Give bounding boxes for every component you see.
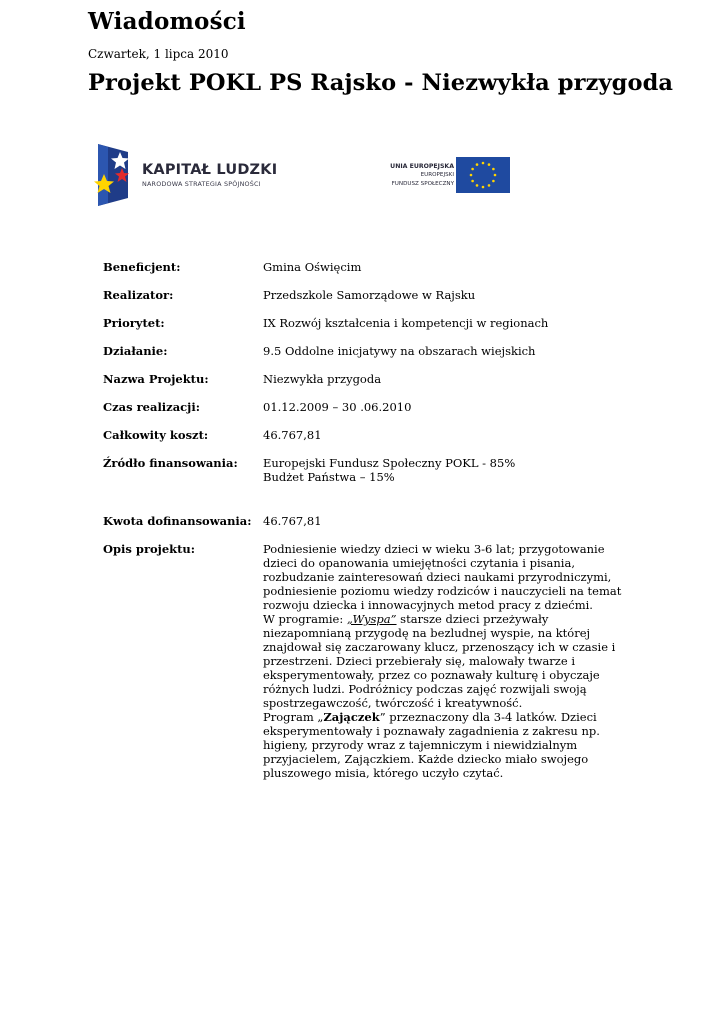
detail-label: Działanie: bbox=[103, 344, 168, 358]
detail-label: Czas realizacji: bbox=[103, 400, 200, 414]
detail-value: Gmina Oświęcim bbox=[263, 260, 362, 274]
detail-value: Przedszkole Samorządowe w Rajsku bbox=[263, 288, 476, 302]
detail-value: 46.767,81 bbox=[263, 428, 322, 442]
detail-row-kwota-dofinansowania bbox=[103, 514, 633, 528]
detail-value: 01.12.2009 – 30 .06.2010 bbox=[263, 400, 412, 414]
zajaczek-program-name: Zajączek bbox=[323, 710, 380, 724]
section-title: Wiadomości bbox=[88, 8, 246, 35]
detail-value: IX Rozwój kształcenia i kompetencji w regionach bbox=[263, 316, 549, 330]
detail-value: 9.5 Oddolne inicjatywy na obszarach wiejskich bbox=[263, 344, 536, 358]
eu-logo-line2: EUROPEJSKI bbox=[420, 172, 454, 178]
detail-row-priorytet bbox=[103, 316, 633, 330]
eu-flag-icon bbox=[456, 157, 510, 193]
detail-row-realizator bbox=[103, 288, 633, 302]
detail-row-dzialanie bbox=[103, 344, 633, 358]
funding-line-efs: Europejski Fundusz Społeczny POKL - 85% bbox=[263, 456, 516, 470]
detail-row-nazwa-projektu bbox=[103, 372, 633, 386]
description-paragraph-wyspa bbox=[263, 612, 625, 710]
description-text: W programie: bbox=[263, 612, 347, 626]
project-details bbox=[103, 260, 633, 794]
kapital-ludzki-subtitle: NARODOWA STRATEGIA SPÓJNOŚCI bbox=[142, 180, 261, 188]
detail-row-calkowity-koszt bbox=[103, 428, 633, 442]
kapital-ludzki-logo bbox=[94, 144, 279, 206]
kapital-ludzki-name: KAPITAŁ LUDZKI bbox=[142, 162, 278, 178]
eu-logo-line1: UNIA EUROPEJSKA bbox=[390, 163, 454, 170]
description-paragraph-zajaczek bbox=[263, 710, 625, 780]
detail-label: Kwota dofinansowania: bbox=[103, 514, 252, 528]
eu-logo-text bbox=[390, 162, 454, 189]
detail-value bbox=[263, 456, 633, 484]
eu-logo bbox=[372, 156, 512, 196]
detail-value: 46.767,81 bbox=[263, 514, 322, 528]
description-text: Program „ bbox=[263, 710, 324, 724]
detail-row-czas-realizacji bbox=[103, 400, 633, 414]
description-text: ” przeznaczony dla 3-4 latków. Dzieci eksperymentowały i poznawały zagadnienia z zakresu np. higieny, przyrody wraz z tajemniczym i niewidzialnym przyjacielem, Zajączkiem. Każde dziecko miało swojego pluszowego misia, którego uczyło czytać. bbox=[263, 710, 600, 780]
funding-line-budget: Budżet Państwa – 15% bbox=[263, 470, 395, 484]
detail-label: Nazwa Projektu: bbox=[103, 372, 209, 386]
detail-label: Źródło finansowania: bbox=[103, 456, 238, 470]
detail-row-zrodlo-finansowania bbox=[103, 456, 633, 484]
detail-label: Priorytet: bbox=[103, 316, 165, 330]
eu-logo-line3: FUNDUSZ SPOŁECZNY bbox=[391, 181, 454, 187]
project-description bbox=[263, 542, 633, 780]
detail-label: Beneficjent: bbox=[103, 260, 181, 274]
detail-label: Realizator: bbox=[103, 288, 174, 302]
detail-value: Niezwykła przygoda bbox=[263, 372, 382, 386]
wyspa-link[interactable]: „Wyspa” bbox=[346, 612, 397, 626]
article-title: Projekt POKL PS Rajsko - Niezwykła przygoda bbox=[88, 70, 674, 96]
detail-row-beneficjent bbox=[103, 260, 633, 274]
detail-label: Opis projektu: bbox=[103, 542, 196, 556]
detail-label: Całkowity koszt: bbox=[103, 428, 209, 442]
kapital-ludzki-emblem-icon bbox=[94, 144, 134, 206]
description-paragraph: Podniesienie wiedzy dzieci w wieku 3-6 lat; przygotowanie dzieci do opanowania umiejętności czytania i pisania, rozbudzanie zainteresowań dzieci naukami przyrodniczymi, podniesienie poziomu wiedzy rodziców i nauczycieli na temat rozwoju dziecka i innowacyjnych metod pracy z dziećmi. bbox=[263, 542, 622, 612]
description-text: starsze dzieci przeżywały niezapomnianą przygodę na bezludnej wyspie, na której znajdował się zaczarowany klucz, przenoszący ich w czasie i przestrzeni. Dzieci przebierały się, malowały twarze i eksperymentowały, przez co poznawały kulturę i obyczaje różnych ludzi. Podróżnicy podczas zajęć rozwijali swoją spostrzegawczość, twórczość i kreatywność. bbox=[263, 612, 616, 710]
article-date: Czwartek, 1 lipca 2010 bbox=[88, 47, 229, 61]
detail-row-opis-projektu bbox=[103, 542, 633, 780]
